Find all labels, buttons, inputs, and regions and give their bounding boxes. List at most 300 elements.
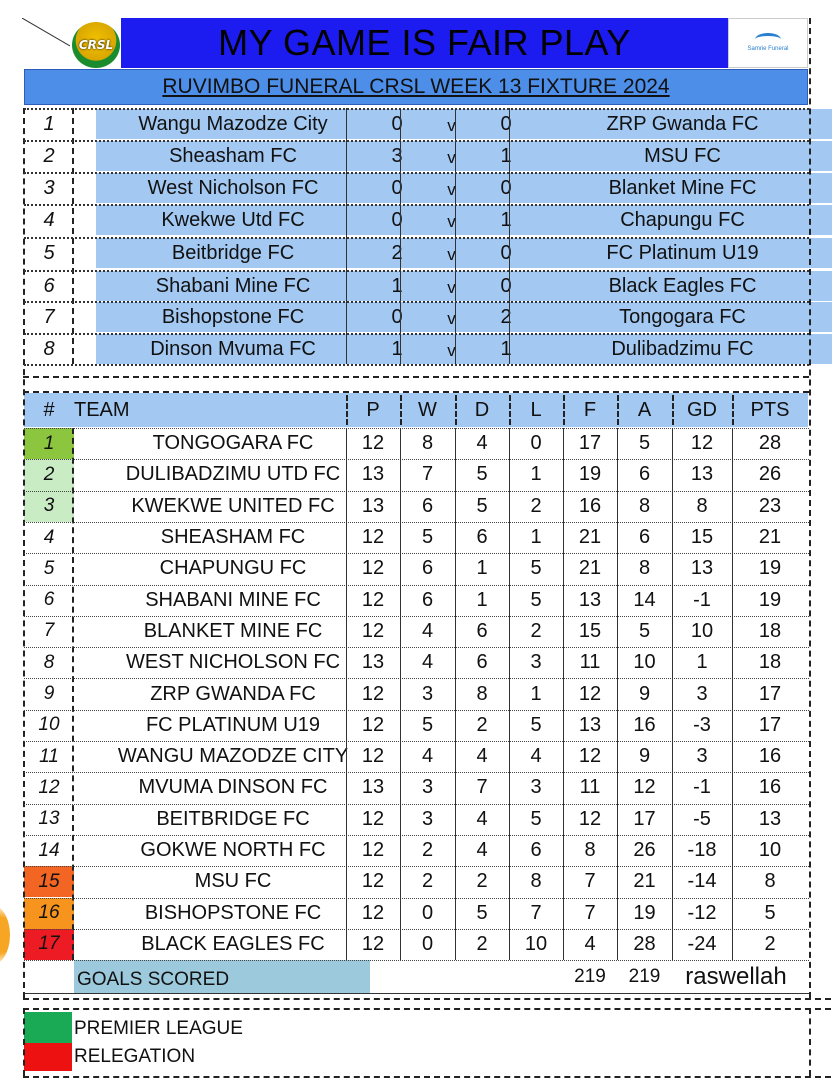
grid-line <box>400 428 401 960</box>
stat-p: 12 <box>361 619 385 642</box>
grid-line <box>24 804 809 805</box>
stat-gd: 3 <box>696 682 708 705</box>
grid-line <box>672 395 674 425</box>
stat-f: 17 <box>578 432 602 455</box>
stat-a: 5 <box>638 432 651 455</box>
grid-line <box>24 301 809 303</box>
fixture-number: 6 <box>43 274 55 297</box>
stat-d: 8 <box>476 682 488 705</box>
grid-line <box>23 376 809 378</box>
stat-gd: 1 <box>696 651 708 674</box>
stat-l: 1 <box>530 526 542 549</box>
stat-f: 12 <box>578 745 602 768</box>
stat-f: 12 <box>578 682 602 705</box>
stat-w: 2 <box>421 870 434 893</box>
fixture-number: 8 <box>43 337 55 360</box>
stat-gd: 8 <box>696 494 708 517</box>
stat-w: 4 <box>421 745 434 768</box>
stat-a: 12 <box>633 776 656 799</box>
stat-w: 4 <box>421 651 434 674</box>
stat-d: 6 <box>476 526 488 549</box>
position-cell: 8 <box>43 651 55 673</box>
stat-gd: 13 <box>690 463 714 486</box>
team-name: BLACK EAGLES FC <box>141 932 325 955</box>
standings-row <box>24 898 808 929</box>
stat-d: 1 <box>476 557 488 580</box>
fixture-home-score: 3 <box>391 144 403 167</box>
grid-line <box>23 1076 831 1078</box>
goals-for-total: 219 <box>574 965 606 987</box>
fixture-row <box>24 140 808 172</box>
standings-row <box>24 553 808 584</box>
col-header-p: P <box>366 398 380 421</box>
stat-d: 1 <box>476 588 488 611</box>
standings-row <box>24 522 808 553</box>
position-cell: 10 <box>38 714 60 736</box>
stat-f: 21 <box>578 526 602 549</box>
position-cell: 9 <box>43 683 55 705</box>
grid-line <box>24 960 809 961</box>
stat-gd: -18 <box>687 839 717 862</box>
stat-l: 2 <box>530 619 542 642</box>
stat-gd: -24 <box>687 932 717 955</box>
stat-f: 11 <box>579 776 601 799</box>
fixture-versus: v <box>447 180 456 199</box>
stat-l: 5 <box>530 557 542 580</box>
decorative-orange-blob <box>0 905 10 965</box>
position-cell: 12 <box>38 776 60 798</box>
stat-pts: 13 <box>758 807 782 830</box>
standings-row <box>24 585 808 616</box>
stat-p: 13 <box>361 494 385 517</box>
stat-w: 5 <box>421 526 434 549</box>
fixture-home-team: Wangu Mazodze City <box>138 112 328 135</box>
stat-w: 3 <box>421 776 434 799</box>
stat-p: 12 <box>361 588 385 611</box>
fixture-home-team: Dinson Mvuma FC <box>150 337 316 360</box>
stat-l: 5 <box>530 807 542 830</box>
fixture-number: 4 <box>43 208 55 231</box>
fixture-row <box>24 237 808 269</box>
stat-a: 5 <box>638 619 651 642</box>
stat-pts: 17 <box>758 713 782 736</box>
legend-label-relegation: RELEGATION <box>74 1046 196 1067</box>
grid-line <box>732 428 733 960</box>
grid-line <box>400 108 401 364</box>
stat-f: 21 <box>578 557 602 580</box>
grid-line <box>24 616 809 617</box>
stat-l: 10 <box>524 932 548 955</box>
grid-line <box>509 395 511 425</box>
stat-d: 4 <box>476 432 488 455</box>
position-cell: 7 <box>43 620 55 642</box>
stat-a: 6 <box>638 463 651 486</box>
fixture-number: 1 <box>43 112 55 135</box>
fixture-versus: v <box>447 309 456 328</box>
fixture-away-team: Chapungu FC <box>620 208 745 231</box>
team-name: SHABANI MINE FC <box>145 588 321 611</box>
col-header-gd: GD <box>687 398 717 421</box>
stat-a: 9 <box>638 682 651 705</box>
fixture-number: 3 <box>43 176 55 199</box>
grid-line <box>617 395 619 425</box>
fixture-home-score: 0 <box>391 305 403 328</box>
goals-against-total: 219 <box>628 965 661 987</box>
stat-f: 7 <box>584 870 596 893</box>
stat-gd: 15 <box>690 526 714 549</box>
stat-w: 6 <box>421 557 434 580</box>
standings-row <box>24 710 808 741</box>
grid-line <box>24 929 809 930</box>
grid-line <box>672 428 673 960</box>
stat-p: 12 <box>361 839 385 862</box>
fixture-away-team: Blanket Mine FC <box>608 176 757 199</box>
grid-line <box>346 108 347 364</box>
team-name: WANGU MAZODZE CITY <box>117 745 349 768</box>
standings-row <box>24 929 808 960</box>
grid-line <box>809 1008 811 1076</box>
grid-line <box>24 585 809 586</box>
standings-row <box>24 428 808 459</box>
sponsor-text: Samrie Funeral <box>747 46 789 52</box>
fixture-versus: v <box>447 116 456 135</box>
col-header-f: F <box>583 398 597 421</box>
grid-line <box>23 1008 831 1010</box>
fixture-away-team: ZRP Gwanda FC <box>606 112 759 135</box>
stat-p: 13 <box>361 463 385 486</box>
fixture-away-score: 1 <box>500 208 512 231</box>
team-name: ZRP GWANDA FC <box>150 682 316 705</box>
fixture-number: 2 <box>43 144 55 167</box>
grid-line <box>509 428 510 960</box>
fixture-away-team: Tongogara FC <box>619 305 746 328</box>
fixture-home-score: 2 <box>391 241 403 264</box>
stat-a: 9 <box>638 745 651 768</box>
grid-line <box>72 108 74 364</box>
grid-line <box>24 491 809 492</box>
team-name: KWEKWE UNITED FC <box>131 494 335 517</box>
stat-d: 5 <box>476 901 488 924</box>
stat-d: 5 <box>476 494 488 517</box>
stat-pts: 2 <box>764 932 776 955</box>
grid-line <box>24 140 809 142</box>
stat-pts: 28 <box>758 432 782 455</box>
standings-row <box>24 647 808 678</box>
col-header-d: D <box>474 398 490 421</box>
standings-header-row <box>24 393 808 427</box>
stat-l: 5 <box>530 588 542 611</box>
stat-l: 5 <box>530 713 542 736</box>
stat-l: 0 <box>530 432 542 455</box>
stat-pts: 16 <box>758 776 782 799</box>
stat-a: 26 <box>633 839 656 862</box>
stat-d: 5 <box>476 463 488 486</box>
fixture-away-score: 1 <box>500 144 512 167</box>
stat-w: 6 <box>421 494 434 517</box>
grid-line <box>509 108 510 364</box>
col-header-l: L <box>530 398 542 421</box>
position-cell: 1 <box>24 428 74 459</box>
stat-f: 15 <box>578 619 602 642</box>
standings-row <box>24 616 808 647</box>
team-name: CHAPUNGU FC <box>159 557 307 580</box>
fixture-away-score: 2 <box>500 305 512 328</box>
week-fixture-title <box>24 69 808 105</box>
stat-gd: 3 <box>696 745 708 768</box>
col-header-pts: PTS <box>750 398 790 421</box>
grid-line <box>24 333 809 335</box>
header-corner-cell <box>22 18 70 66</box>
fixture-home-team: Shabani Mine FC <box>155 274 311 297</box>
stat-l: 1 <box>530 682 542 705</box>
grid-line <box>72 428 74 960</box>
fixture-away-score: 0 <box>500 176 512 199</box>
page-title: MY GAME IS FAIR PLAY <box>218 22 631 63</box>
legend-swatch-relegation <box>24 1043 72 1071</box>
stat-l: 1 <box>530 463 542 486</box>
stat-d: 2 <box>476 932 488 955</box>
stat-w: 0 <box>421 901 434 924</box>
stat-a: 10 <box>633 651 656 674</box>
stat-d: 4 <box>476 839 488 862</box>
grid-line <box>23 391 809 393</box>
fixture-home-team: West Nicholson FC <box>147 176 319 199</box>
position-cell: 5 <box>43 557 55 579</box>
grid-line <box>24 835 809 836</box>
league-logo <box>72 22 120 68</box>
team-name: BLANKET MINE FC <box>143 619 323 642</box>
fixture-number: 5 <box>43 241 55 264</box>
fixture-versus: v <box>447 245 456 264</box>
stat-pts: 19 <box>758 588 782 611</box>
stat-w: 0 <box>421 932 434 955</box>
stat-w: 7 <box>421 463 434 486</box>
stat-gd: -5 <box>693 807 711 830</box>
grid-line <box>24 553 809 554</box>
grid-line <box>400 395 402 425</box>
stat-pts: 23 <box>758 494 782 517</box>
stat-gd: 10 <box>690 619 714 642</box>
stat-a: 6 <box>638 526 651 549</box>
stat-d: 6 <box>476 619 488 642</box>
stat-p: 12 <box>361 745 385 768</box>
fixture-versus: v <box>447 212 456 231</box>
col-header-team: TEAM <box>74 398 130 421</box>
fixture-number: 7 <box>43 305 55 328</box>
team-name: WEST NICHOLSON FC <box>125 651 341 674</box>
stat-f: 7 <box>584 901 596 924</box>
grid-line <box>24 993 809 994</box>
week-title-text: RUVIMBO FUNERAL CRSL WEEK 13 FIXTURE 2024 <box>162 75 670 98</box>
grid-line <box>346 395 348 425</box>
fixture-home-score: 1 <box>391 274 403 297</box>
stat-d: 7 <box>476 776 488 799</box>
grid-line <box>23 998 831 1000</box>
stat-d: 4 <box>476 745 488 768</box>
team-name: TONGOGARA FC <box>152 432 314 455</box>
standings-row <box>24 678 808 709</box>
fixture-home-score: 0 <box>391 208 403 231</box>
standings-row <box>24 491 808 522</box>
fixture-away-team: FC Platinum U19 <box>606 241 759 264</box>
stat-pts: 10 <box>758 839 782 862</box>
fixture-away-team: Dulibadzimu FC <box>611 337 754 360</box>
legend-label-premier: PREMIER LEAGUE <box>74 1018 243 1039</box>
stat-a: 8 <box>638 494 651 517</box>
standings-row <box>24 835 808 866</box>
stat-gd: -1 <box>693 588 711 611</box>
fixture-home-score: 0 <box>391 176 403 199</box>
position-cell: 11 <box>39 745 59 767</box>
grid-line <box>24 866 809 867</box>
stat-l: 8 <box>530 870 542 893</box>
fixture-home-team: Beitbridge FC <box>171 241 295 264</box>
stat-pts: 16 <box>758 745 782 768</box>
fixture-home-team: Sheasham FC <box>169 144 297 167</box>
grid-line <box>23 1008 25 1076</box>
goals-scored-label: GOALS SCORED <box>74 960 370 993</box>
stat-d: 4 <box>476 807 488 830</box>
stat-p: 13 <box>361 651 385 674</box>
fixture-row <box>24 172 808 204</box>
stat-w: 3 <box>421 807 434 830</box>
stat-gd: -1 <box>693 776 711 799</box>
stat-l: 2 <box>530 494 542 517</box>
stat-gd: -3 <box>693 713 711 736</box>
stat-gd: -14 <box>687 870 717 893</box>
standings-row <box>24 866 808 897</box>
stat-d: 2 <box>476 870 488 893</box>
stat-pts: 26 <box>758 463 782 486</box>
corner-diagonal-icon <box>22 18 70 66</box>
fixture-row <box>24 333 808 365</box>
fixture-away-team: MSU FC <box>644 144 721 167</box>
standings-row <box>24 804 808 835</box>
grid-line <box>346 428 347 960</box>
stat-a: 8 <box>638 557 651 580</box>
author-credit: raswellah <box>685 962 787 990</box>
team-name: BEITBRIDGE FC <box>156 807 310 830</box>
col-header-a: A <box>637 398 652 421</box>
stat-a: 16 <box>633 713 656 736</box>
position-cell: 13 <box>38 808 60 830</box>
team-name: MSU FC <box>194 870 272 893</box>
logo-text: CRSL <box>78 38 114 52</box>
stat-a: 17 <box>633 807 656 830</box>
stat-f: 16 <box>578 494 602 517</box>
grid-line <box>24 237 809 239</box>
stat-p: 12 <box>361 901 385 924</box>
stat-p: 12 <box>361 932 385 955</box>
fixture-away-score: 0 <box>500 241 512 264</box>
stat-p: 13 <box>361 776 385 799</box>
goals-scored-row <box>24 960 808 993</box>
team-name: BISHOPSTONE FC <box>144 901 322 924</box>
position-cell: 15 <box>24 866 74 897</box>
fixture-row <box>24 204 808 236</box>
stat-l: 7 <box>530 901 542 924</box>
stat-a: 19 <box>633 901 656 924</box>
stat-p: 12 <box>361 526 385 549</box>
stat-p: 12 <box>361 713 385 736</box>
stat-a: 14 <box>633 588 656 611</box>
stat-f: 4 <box>584 932 596 955</box>
stat-d: 6 <box>476 651 488 674</box>
position-cell: 3 <box>24 491 74 522</box>
stat-gd: -12 <box>687 901 717 924</box>
stat-pts: 5 <box>764 901 776 924</box>
stat-w: 3 <box>421 682 434 705</box>
stat-a: 21 <box>633 870 656 893</box>
standings-row <box>24 741 808 772</box>
stat-f: 8 <box>584 839 596 862</box>
fixture-versus: v <box>447 278 456 297</box>
col-header-w: W <box>418 398 437 421</box>
fixture-home-score: 0 <box>391 112 403 135</box>
grid-line <box>24 898 809 899</box>
position-cell: 14 <box>38 839 60 861</box>
stat-pts: 17 <box>758 682 782 705</box>
col-header-num: # <box>43 398 55 421</box>
position-cell: 2 <box>24 459 74 490</box>
team-name: FC PLATINUM U19 <box>145 713 321 736</box>
stat-p: 12 <box>361 682 385 705</box>
position-cell: 16 <box>24 898 74 929</box>
position-cell: 6 <box>43 589 55 611</box>
grid-line <box>455 395 457 425</box>
grid-line <box>732 395 734 425</box>
stat-p: 12 <box>361 432 385 455</box>
grid-line <box>24 772 809 773</box>
legend-swatch-premier <box>24 1012 72 1043</box>
stat-pts: 8 <box>764 870 776 893</box>
position-cell: 4 <box>43 526 55 548</box>
stat-pts: 18 <box>758 651 782 674</box>
stat-f: 19 <box>578 463 602 486</box>
standings-row <box>24 772 808 803</box>
stat-w: 4 <box>421 619 434 642</box>
stat-f: 11 <box>579 651 601 674</box>
fixture-away-team: Black Eagles FC <box>608 274 757 297</box>
stat-d: 2 <box>476 713 488 736</box>
stat-w: 5 <box>421 713 434 736</box>
stat-w: 6 <box>421 588 434 611</box>
grid-line <box>24 710 809 711</box>
grid-line <box>24 270 809 272</box>
stat-l: 4 <box>530 745 542 768</box>
stat-l: 3 <box>530 651 542 674</box>
stat-pts: 18 <box>758 619 782 642</box>
stat-f: 13 <box>578 713 602 736</box>
grid-line <box>24 647 809 648</box>
fixture-away-score: 0 <box>500 112 512 135</box>
fixture-home-team: Bishopstone FC <box>161 305 305 328</box>
stat-pts: 21 <box>758 526 782 549</box>
fixture-home-team: Kwekwe Utd FC <box>161 208 305 231</box>
stat-l: 3 <box>530 776 542 799</box>
team-name: GOKWE NORTH FC <box>140 839 326 862</box>
stat-pts: 19 <box>758 557 782 580</box>
fixture-away-score: 1 <box>500 337 512 360</box>
stat-w: 8 <box>421 432 434 455</box>
stat-w: 2 <box>421 839 434 862</box>
grid-line <box>24 522 809 523</box>
team-name: MVUMA DINSON FC <box>138 776 328 799</box>
grid-line <box>24 108 809 110</box>
fixture-row <box>24 108 808 140</box>
stat-l: 6 <box>530 839 542 862</box>
fixture-versus: v <box>447 341 456 360</box>
